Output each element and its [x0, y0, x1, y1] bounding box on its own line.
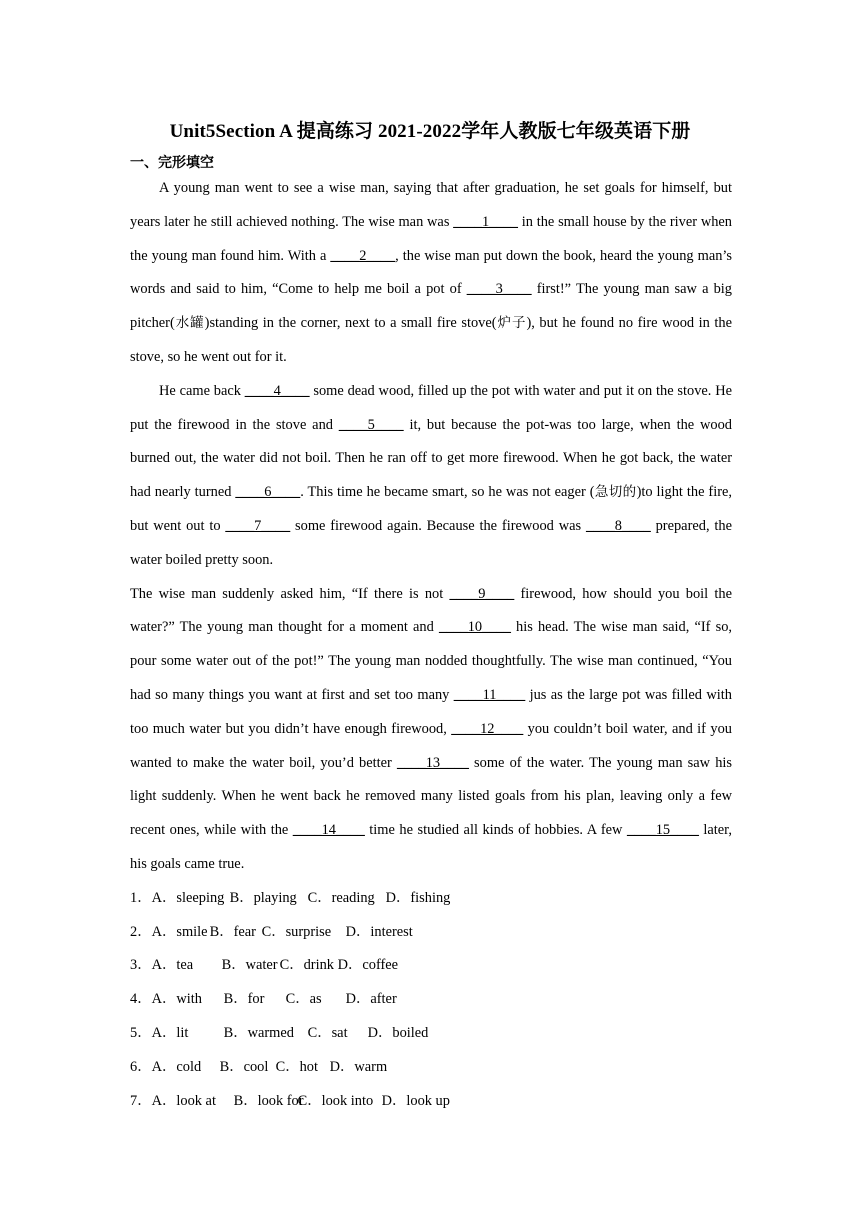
- question-row-4: [130, 983, 732, 1017]
- question-number: 6．: [130, 1058, 152, 1075]
- question-number: 5．: [130, 1024, 152, 1041]
- option-b: B．cool: [219, 1058, 269, 1075]
- option-a: A．cold: [151, 1058, 202, 1075]
- blank-4: ____4____: [244, 382, 310, 399]
- option-a: A．tea: [151, 957, 194, 974]
- section-heading: 一、完形填空: [130, 155, 214, 171]
- option-a: A．look at: [151, 1092, 216, 1109]
- passage-text: A young man went to see a wise man, saying that after graduation, he set goals for himself, but years later he still achieved nothing. The wise man was: [130, 180, 732, 230]
- option-c: C．hot: [275, 1058, 318, 1075]
- option-c: C．as: [285, 991, 322, 1008]
- passage-text: first!” The young man saw a big pitcher(: [130, 281, 733, 332]
- option-b: B．warmed: [223, 1024, 294, 1041]
- blank-8: ____8____: [585, 517, 651, 534]
- option-a: A．with: [151, 991, 202, 1008]
- option-a: A．smile: [151, 923, 208, 940]
- passage-text: jus as the large pot was filled with too much water but you didn’t have enough firewood,: [130, 686, 732, 737]
- question-options: [130, 882, 732, 1119]
- passage-text: later, his goals came true.: [130, 822, 732, 872]
- option-b: B．fear: [209, 923, 256, 940]
- passage-text: )standing in the corner, next to a small fire stove(: [204, 315, 497, 332]
- passage-text: prepared, the water boiled pretty soon.: [130, 517, 732, 568]
- passage-text: The wise man suddenly asked him, “If there is not: [130, 585, 450, 602]
- paragraph-3: [130, 578, 732, 882]
- passage-text: some firewood again. Because the firewood was: [290, 517, 586, 534]
- blank-5: ____5____: [338, 416, 404, 433]
- option-d: D．interest: [345, 923, 413, 940]
- passage-text: ), but he found no fire wood in the stove, so he went out for it.: [130, 315, 733, 365]
- blank-11: ____11____: [453, 686, 526, 703]
- option-d: D．boiled: [367, 1024, 429, 1041]
- question-number: 1．: [130, 889, 152, 906]
- passage-text: some of the water. The young man saw his light suddenly. When he went back he removed many listed goals from his plan, leaving only a few recent ones, while with the: [130, 754, 732, 839]
- blank-14: ____14____: [292, 822, 365, 839]
- passage-text: firewood, how should you boil the water?” The young man thought for a moment and: [130, 585, 732, 636]
- option-a: A．sleeping: [151, 889, 225, 906]
- question-row-3: [130, 949, 732, 983]
- paragraph-2: [130, 375, 732, 578]
- blank-15: ____15____: [626, 822, 699, 839]
- question-number: 2．: [130, 923, 152, 940]
- option-c: C．drink: [279, 957, 334, 974]
- passage-text: some dead wood, filled up the pot with water and put it on the stove. He put the firewood in the stove and: [130, 382, 733, 433]
- question-row-6: [130, 1051, 732, 1085]
- blank-3: ____3____: [466, 281, 532, 298]
- option-c: C．surprise: [261, 923, 332, 940]
- chinese-gloss: 急切的: [594, 484, 637, 501]
- passage-text: his head. The wise man said, “If so, pour some water out of the pot!” The young man nodded thoughtfully. The wise man continued, “You had so many things you want at first and set too many: [130, 619, 733, 703]
- option-a: A．lit: [151, 1024, 189, 1041]
- option-d: D．after: [345, 991, 397, 1008]
- passage-text: . This time he became smart, so he was not eager (: [300, 484, 595, 501]
- option-d: D．coffee: [337, 957, 399, 974]
- option-b: B．for: [223, 991, 265, 1008]
- option-c: C．sat: [307, 1024, 348, 1041]
- chinese-gloss: 炉子: [496, 315, 527, 332]
- question-number: 4．: [130, 991, 152, 1008]
- option-c: C．reading: [307, 889, 375, 906]
- passage-text: )to light the fire, but went out to: [130, 484, 732, 534]
- blank-9: ____9____: [449, 585, 515, 602]
- option-d: D．look up: [381, 1092, 450, 1109]
- blank-7: ____7____: [225, 517, 291, 534]
- passage-text: in the small house by the river when the young man found him. With a: [130, 213, 732, 264]
- passage-text: , the wise man put down the book, heard the young man’s words and said to him, “Come to help me boil a pot of: [130, 247, 733, 298]
- passage-text: time he studied all kinds of hobbies. A few: [364, 822, 627, 839]
- blank-13: ____13____: [396, 754, 469, 771]
- blank-2: ____2____: [330, 247, 396, 264]
- option-b: B．playing: [229, 889, 297, 906]
- option-d: D．fishing: [385, 889, 451, 906]
- passage-text: it, but because the pot-was too large, when the wood burned out, the water did not boil. Then he ran off to get more firewood. When he got back, the water had nearly turned: [130, 416, 733, 501]
- question-row-2: [130, 916, 732, 950]
- option-c: C．look into: [297, 1092, 374, 1109]
- question-number: 3．: [130, 957, 152, 974]
- blank-10: ____10____: [438, 619, 511, 636]
- question-number: 7．: [130, 1092, 152, 1109]
- option-d: D．warm: [329, 1058, 388, 1075]
- page-title: Unit5Section A 提高练习 2021-2022学年人教版七年级英语下册: [169, 121, 691, 142]
- chinese-gloss: 水罐: [174, 315, 205, 332]
- passage: [130, 172, 732, 1118]
- option-b: B．water: [221, 957, 278, 974]
- passage-text: He came back: [159, 382, 245, 399]
- blank-1: ____1____: [453, 213, 518, 230]
- question-row-7: [130, 1085, 732, 1119]
- blank-12: ____12____: [451, 720, 524, 737]
- paragraph-1: [130, 172, 732, 375]
- option-b: B．look for: [233, 1092, 304, 1109]
- passage-text: you couldn’t boil water, and if you wanted to make the water boil, you’d better: [130, 720, 732, 771]
- question-row-5: [130, 1017, 732, 1051]
- blank-6: ____6____: [235, 484, 301, 501]
- question-row-1: [130, 882, 732, 916]
